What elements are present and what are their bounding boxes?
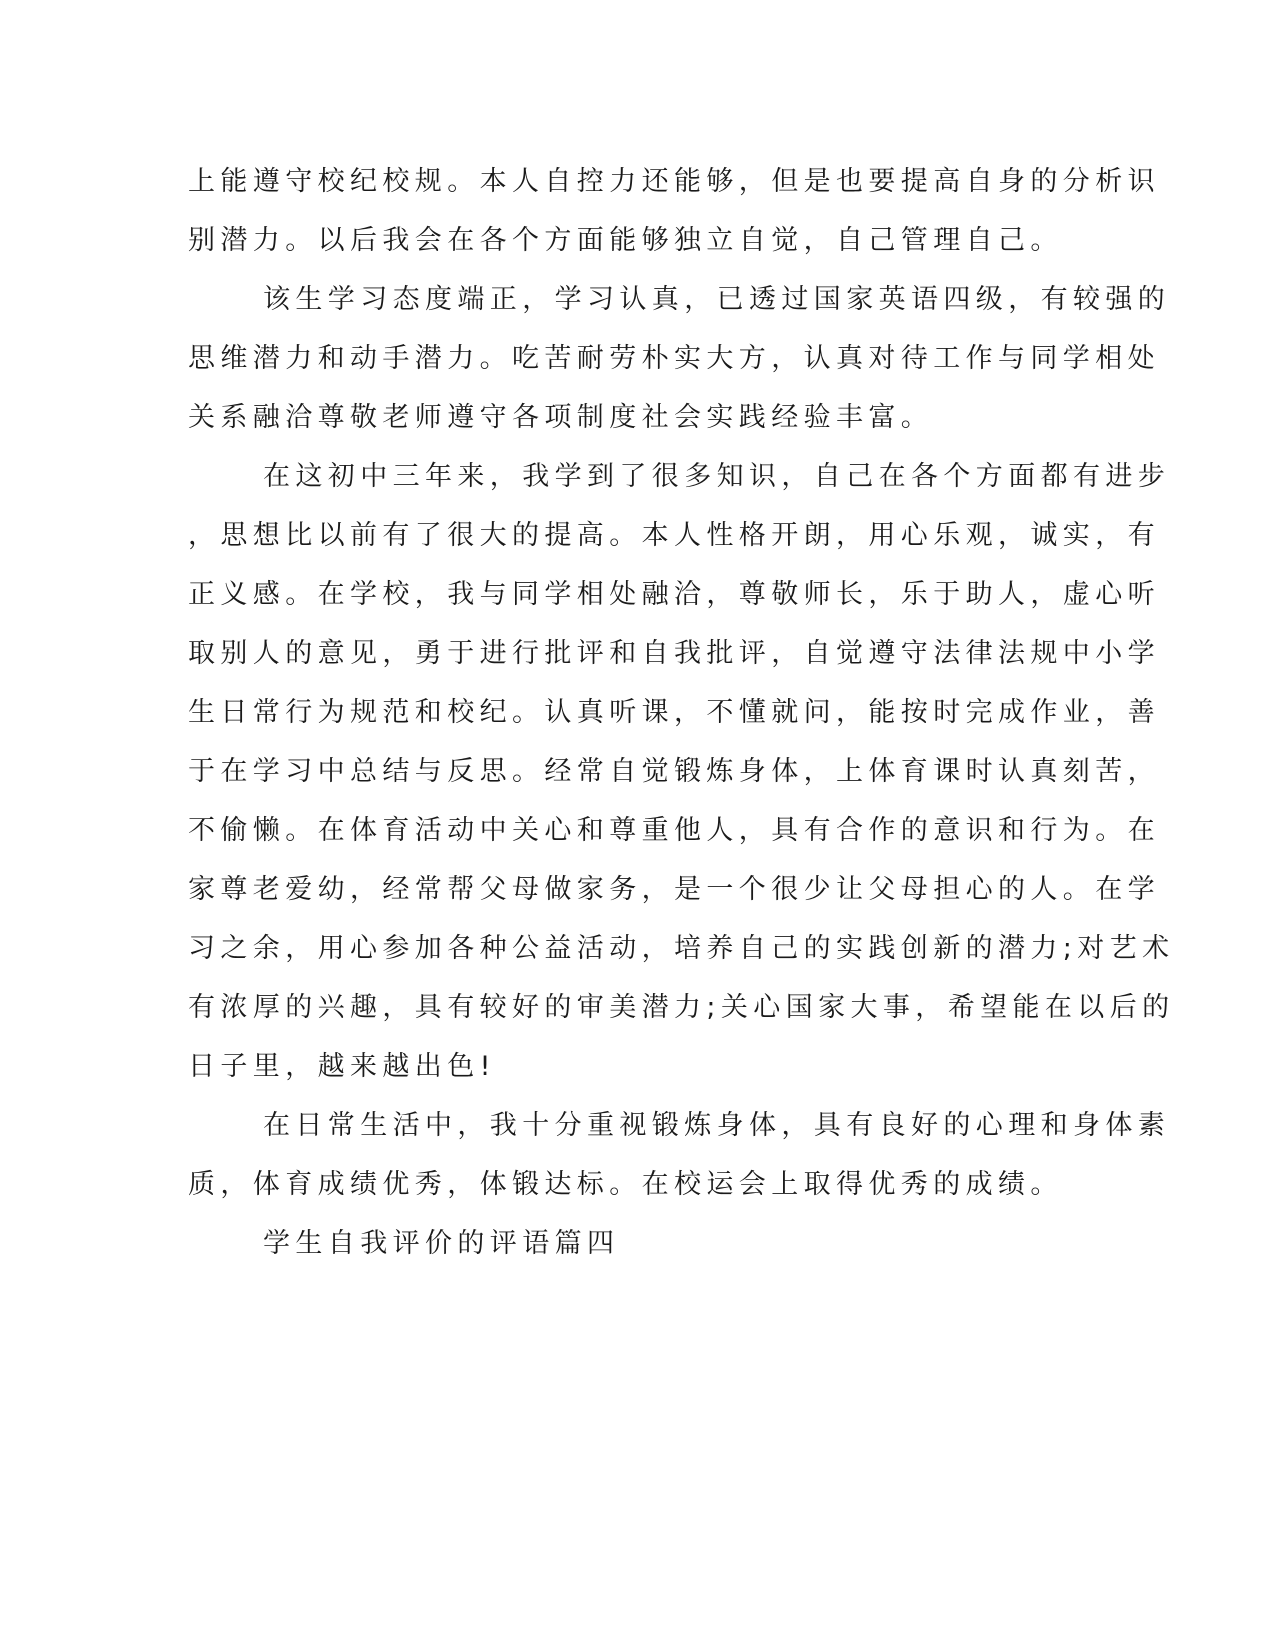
paragraph-2-line-3: 关系融洽尊敬老师遵守各项制度社会实践经验丰富。 [188,402,934,433]
paragraph-3-line-10: 有浓厚的兴趣，具有较好的审美潜力;关心国家大事，希望能在以后的 [188,992,1175,1023]
paragraph-3-line-9: 习之余，用心参加各种公益活动，培养自己的实践创新的潜力;对艺术 [188,933,1175,964]
paragraph-3-line-6: 于在学习中总结与反思。经常自觉锻炼身体，上体育课时认真刻苦， [188,756,1160,787]
paragraph-2-line-2: 思维潜力和动手潜力。吃苦耐劳朴实大方，认真对待工作与同学相处 [188,343,1160,374]
paragraph-3-line-4: 取别人的意见，勇于进行批评和自我批评，自觉遵守法律法规中小学 [188,638,1160,669]
paragraph-3-line-5: 生日常行为规范和校纪。认真听课，不懂就问，能按时完成作业，善 [188,697,1160,728]
paragraph-1-line-1: 上能遵守校纪校规。本人自控力还能够，但是也要提高自身的分析识 [188,166,1160,197]
paragraph-3-line-1: 在这初中三年来，我学到了很多知识，自己在各个方面都有进步 [263,461,1171,492]
paragraph-4-line-2: 质，体育成绩优秀，体锻达标。在校运会上取得优秀的成绩。 [188,1169,1063,1200]
paragraph-3-line-8: 家尊老爱幼，经常帮父母做家务，是一个很少让父母担心的人。在学 [188,874,1160,905]
paragraph-3-line-3: 正义感。在学校，我与同学相处融洽，尊敬师长，乐于助人，虚心听 [188,579,1160,610]
paragraph-3-line-2: ，思想比以前有了很大的提高。本人性格开朗，用心乐观，诚实，有 [188,520,1160,551]
paragraph-3-line-11: 日子里，越来越出色! [188,1051,496,1082]
paragraph-3-line-7: 不偷懒。在体育活动中关心和尊重他人，具有合作的意识和行为。在 [188,815,1160,846]
section-heading: 学生自我评价的评语篇四 [263,1228,620,1259]
paragraph-4-line-1: 在日常生活中，我十分重视锻炼身体，具有良好的心理和身体素 [263,1110,1171,1141]
paragraph-1-line-2: 别潜力。以后我会在各个方面能够独立自觉，自己管理自己。 [188,225,1063,256]
paragraph-2-line-1: 该生学习态度端正，学习认真，已透过国家英语四级，有较强的 [263,284,1171,315]
